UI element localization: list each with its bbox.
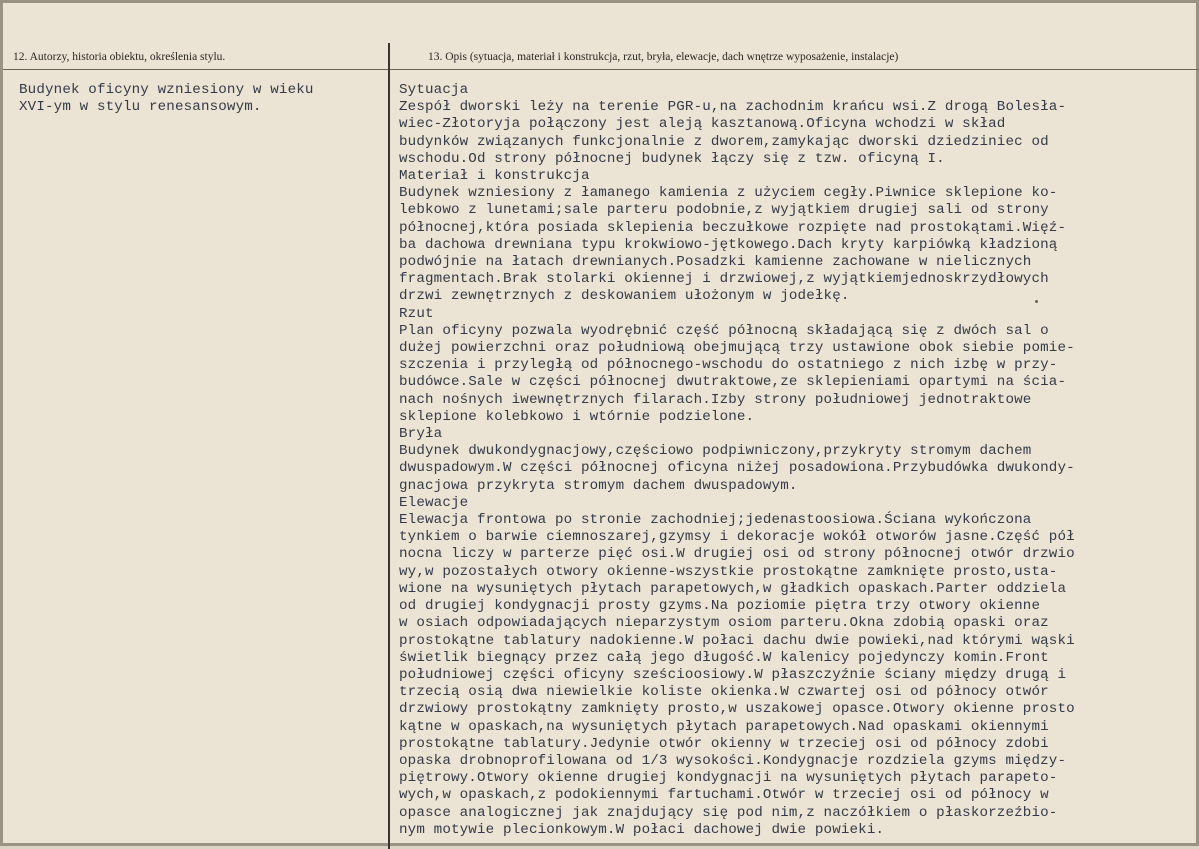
paper-speck (1035, 300, 1038, 303)
section-13-header: 13. Opis (sytuacja, materiał i konstrukcja, rzut, bryła, elewacje, dach wnętrze wyposażenie, instalacje) (428, 51, 899, 63)
header-divider-line (3, 69, 1199, 70)
authors-history-style-text: Budynek oficyny wzniesiony w wieku XVI-ym w stylu renesansowym. (19, 82, 314, 116)
section-12-header: 12. Autorzy, historia obiektu, określenia stylu. (13, 51, 226, 63)
description-text: Sytuacja Zespół dworski leży na terenie PGR-u,na zachodnim krańcu wsi.Z drogą Bolesła- wiec-Złotoryja połączony jest aleją kasztanową.Oficyna wchodzi w skład budynków związanych funkcjonalnie z dworem,zamykając dworski dziedziniec od wschodu.Od strony północnej budynek łączy się z tzw. oficyną I. Materiał i konstrukcja Budynek wzniesiony z łamanego kamienia z użyciem cegły.Piwnice sklepione ko- lebkowo z lunetami;sale parteru podobnie,z wyjątkiem drugiej sali od strony północnej,która posiada sklepienia beczułkowe rozpięte nad prostokątami.Więź- ba dachowa drewniana typu krokwiowo-jętkowego.Dach kryty karpiówką kładzioną podwójnie na łatach drewnianych.Posadzki kamienne zachowane w nielicznych fragmentach.Brak stolarki okiennej i drzwiowej,z wyjątkiemjednoskrzydłowych drzwi zewnętrznych z deskowaniem ułożonym w jodełkę. Rzut Plan oficyny pozwala wyodrębnić część północną składającą się z dwóch sal o dużej powierzchni oraz południową obejmującą trzy ustawione obok siebie pomie- szczenia i przyległą od północnego-wschodu do ostatniego z nich izbę w przy- budówce.Sale w części północnej dwutraktowe,ze sklepieniami opartymi na ścia- nach nośnych iwewnętrznych filarach.Izby strony południowej jednotraktowe sklepione kolebkowo i wtórnie podzielone. Bryła Budynek dwukondygnacjowy,częściowo podpiwniczony,przykryty stromym dachem dwuspadowym.W części północnej oficyna niżej posadowiona.Przybudówka dwukondy- gnacjowa przykryta stromym dachem dwuspadowym. Elewacje Elewacja frontowa po stronie zachodniej;jedenastoosiowa.Ściana wykończona tynkiem o barwie ciemnoszarej,gzymsy i dekoracje wokół otworów jasne.Część pół nocna liczy w parterze pięć osi.W drugiej osi od strony północnej otwór drzwio wy,w pozostałych otwory okienne-wszystkie prostokątne zamknięte prosto,usta- wione na wysuniętych płytach parapetowych,w gładkich opaskach.Parter oddziela od drugiej kondygnacji prosty gzyms.Na poziomie piętra trzy otwory okienne w osiach odpowiadających nieparzystym osiom parteru.Okna zdobią opaski oraz prostokątne tablatury nadokienne.W połaci dachu dwie powieki,nad którymi wąski świetlik biegnący przez całą jego długość.W kalenicy pojedynczy komin.Front południowej części oficyny sześcioosiowy.W płaszczyźnie ściany między drugą i trzecią osią dwa niewielkie koliste okienka.W czwartej osi od północy otwór drzwiowy prostokątny zamknięty prosto,w uszakowej opasce.Otwory okienne prosto kątne w opaskach,na wysuniętych płytach parapetowych.Nad opaskami okiennymi prostokątne tablatury.Jedynie otwór okienny w trzeciej osi od północy zdobi opaska drobnoprofilowana od 1/3 wysokości.Kondygnacje rozdziela gzyms między- piętrowy.Otwory okienne drugiej kondygnacji na wysuniętych płytach parapeto- wych,w opaskach,z podokiennymi fartuchami.Otwór w trzeciej osi od północy w opasce analogicznej jak znajdujący się pod nim,z naczółkiem o płaskorzeźbio- nym motywie plecionkowym.W połaci dachowej dwie powieki. (399, 82, 1075, 838)
column-divider-line (388, 43, 390, 849)
